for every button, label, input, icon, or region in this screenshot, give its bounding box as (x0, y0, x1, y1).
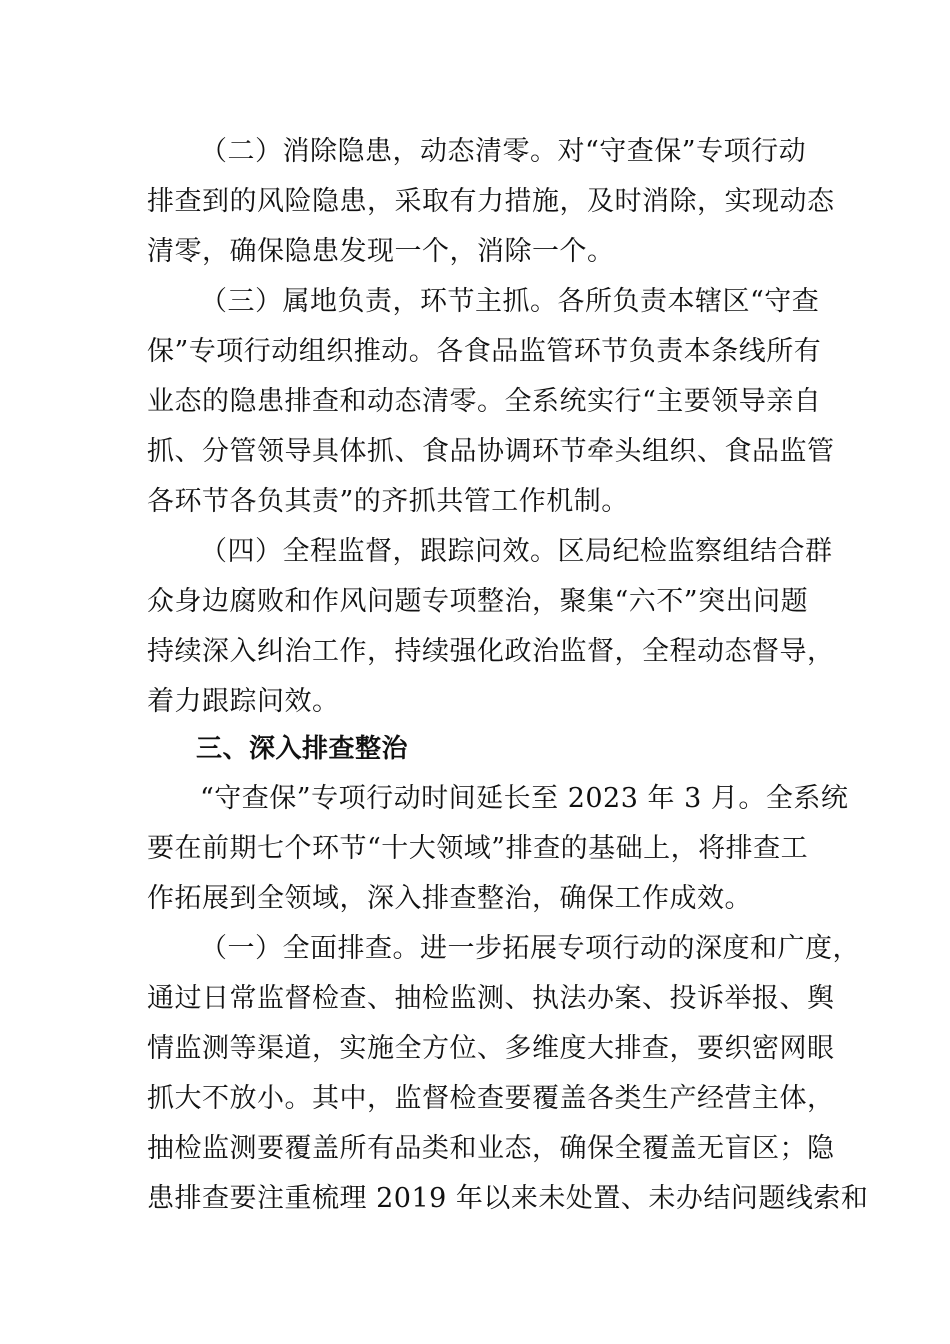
paragraph-line: 作拓展到全领域，深入排查整治，确保工作成效。 (147, 883, 752, 914)
paragraph-line: 抓、分管领导具体抓、食品协调环节牵头组织、食品监管 (147, 436, 835, 467)
paragraph-line: （一）全面排查。进一步拓展专项行动的深度和广度， (200, 933, 860, 964)
paragraph-line: 清零，确保隐患发现一个，消除一个。 (147, 236, 615, 267)
paragraph-line: （三）属地负责，环节主抓。各所负责本辖区“守查 (200, 286, 820, 317)
paragraph-line: 情监测等渠道，实施全方位、多维度大排查，要织密网眼 (147, 1033, 835, 1064)
paragraph-line: 患排查要注重梳理 2019 年以来未处置、未办结问题线索和 (147, 1183, 869, 1214)
section-heading: 三、深入排查整治 (196, 734, 409, 764)
paragraph-line: 各环节各负其责”的齐抓共管工作机制。 (147, 486, 629, 517)
paragraph-line: “守查保”专项行动时间延长至 2023 年 3 月。全系统 (200, 783, 849, 814)
paragraph-line: 抓大不放小。其中，监督检查要覆盖各类生产经营主体， (147, 1083, 835, 1114)
paragraph-line: 持续深入纠治工作，持续强化政治监督，全程动态督导， (147, 636, 835, 667)
paragraph-line: 业态的隐患排查和动态清零。全系统实行“主要领导亲自 (147, 386, 822, 417)
paragraph-line: 众身边腐败和作风问题专项整治，聚集“六不”突出问题 (147, 586, 809, 617)
paragraph-line: （四）全程监督，跟踪问效。区局纪检监察组结合群 (200, 536, 833, 567)
paragraph-line: 着力跟踪问效。 (147, 686, 340, 717)
paragraph-line: 通过日常监督检查、抽检监测、执法办案、投诉举报、舆 (147, 983, 835, 1014)
paragraph-line: 排查到的风险隐患，采取有力措施，及时消除，实现动态 (147, 186, 835, 217)
paragraph-line: 抽检监测要覆盖所有品类和业态，确保全覆盖无盲区；隐 (147, 1133, 835, 1164)
paragraph-line: 保”专项行动组织推动。各食品监管环节负责本条线所有 (147, 336, 822, 367)
paragraph-line: （二）消除隐患，动态清零。对“守查保”专项行动 (200, 136, 807, 167)
paragraph-line: 要在前期七个环节“十大领域”排查的基础上，将排查工 (147, 833, 809, 864)
